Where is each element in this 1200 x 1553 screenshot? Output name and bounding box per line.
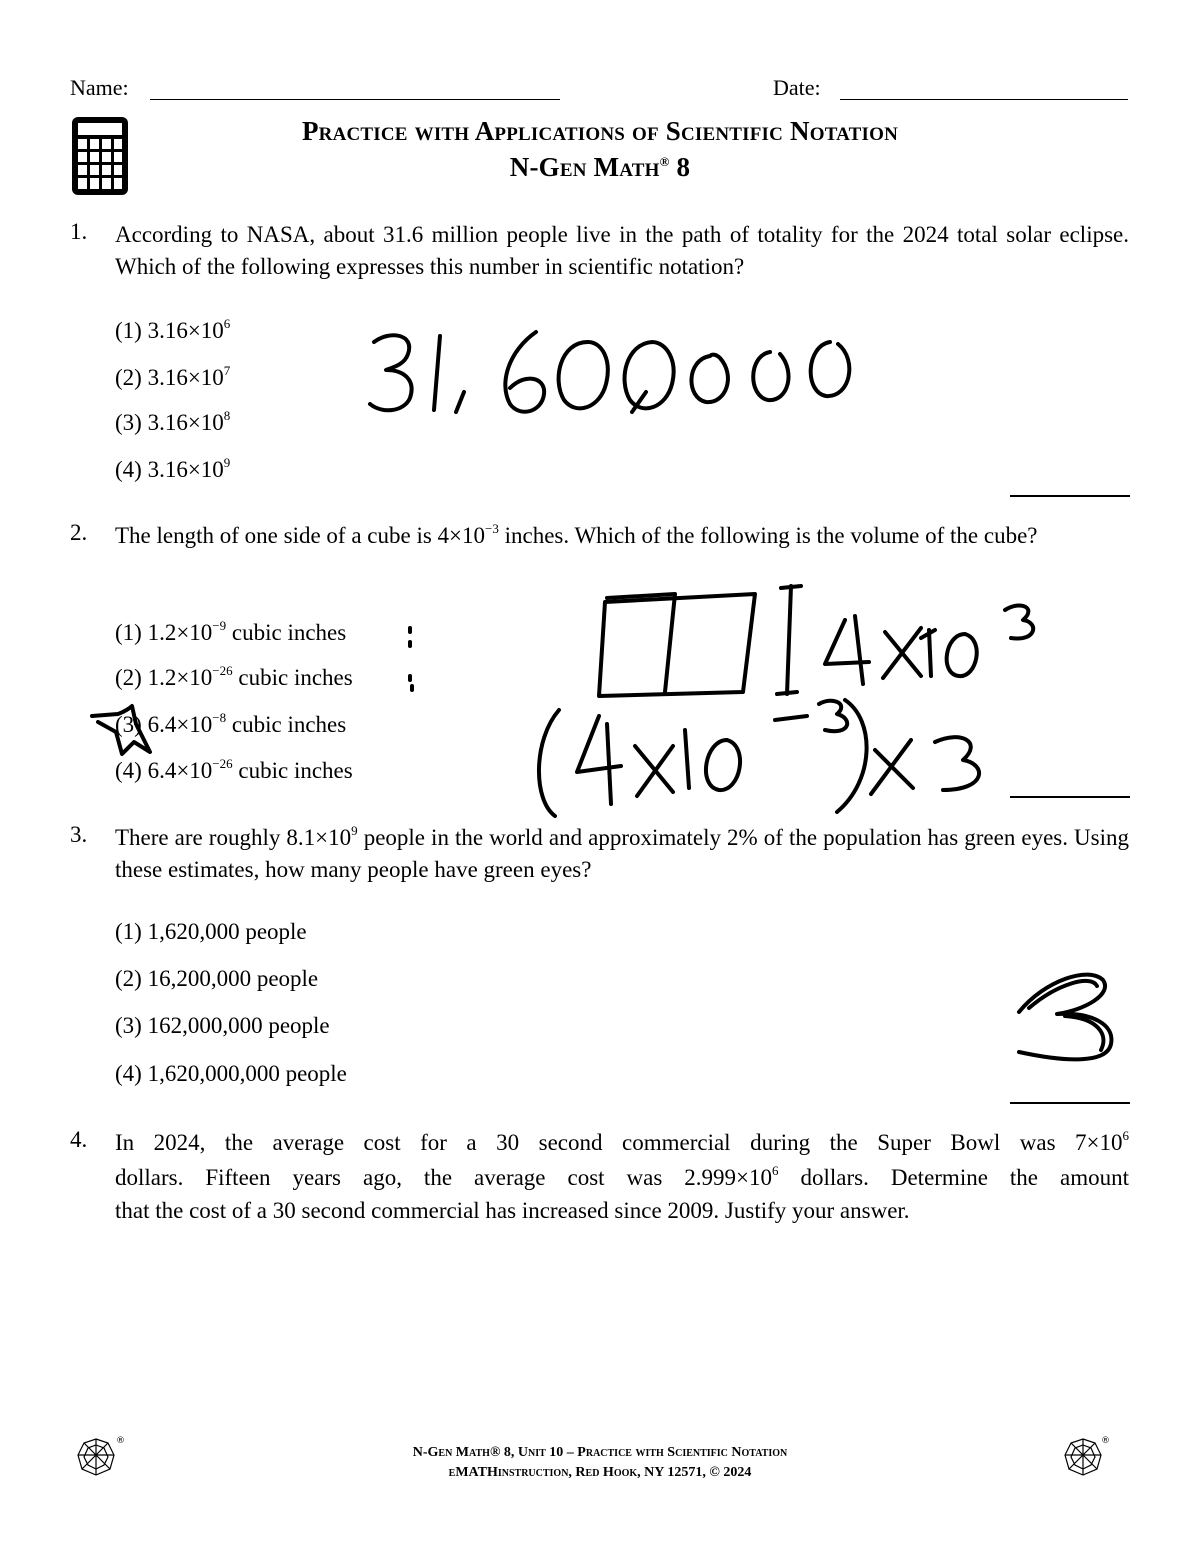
q1-choice-2[interactable]: (2) $3.16\times 10^7$ [115, 363, 231, 390]
q2-choice-1[interactable]: (1) $1.2\times 10^{-9}$ cubic inches [115, 618, 347, 645]
q2-choice-3[interactable]: (3) $6.4\times 10^{-8}$ cubic inches [115, 710, 347, 737]
q2-dot-marks [395, 620, 425, 700]
course-title [0, 152, 1200, 183]
q3-choice-4[interactable]: (4) 1,620,000,000 people [115, 1061, 347, 1086]
date-blank[interactable] [840, 99, 1128, 100]
worksheet-title: Practice with Applications of Scientific Notation [301, 116, 899, 146]
q3-choice-2[interactable]: (2) 16,200,000 people [115, 966, 319, 991]
q3-answer-line[interactable] [1010, 1102, 1130, 1104]
q2-text: The length of one side of a cube is $4\times 10^{-3}$ inches. Which of the following is the volume of the cube? [115, 521, 1038, 548]
q2-choice-4[interactable]: (4) $6.4\times 10^{-26}$ cubic inches [115, 756, 353, 783]
q1-text: According to NASA, about 31.6 million people live in the path of totality for the 2024 total solar eclipse. Which of the following expresses this number in scientific notation? [115, 222, 1129, 279]
q3-text: There are roughly $8.1\times 10^9$ people in the world and approximately 2% of the population has green eyes. Using these estimates, how many people have green eyes? [115, 823, 1129, 882]
q2-number: 2. [70, 520, 88, 545]
course-number: 8 [676, 152, 691, 182]
q1-number: 1. [70, 219, 88, 244]
q4-line-3: that the cost of a 30 second commercial has increased since 2009. Justify your answer. [115, 1198, 910, 1223]
q3-choice-3[interactable]: (3) 162,000,000 people [115, 1013, 330, 1038]
q1-handwritten-work [360, 320, 870, 430]
q3-handwritten-answer [1005, 960, 1125, 1070]
q1-answer-line[interactable] [1010, 495, 1130, 497]
q3-choice-1[interactable]: (1) 1,620,000 people [115, 919, 307, 944]
footer-line-2: eMATHinstruction, Red Hook, NY 12571, © 2024 [448, 1465, 752, 1480]
q2-handwritten-work [525, 580, 1055, 820]
course-reg: ® [659, 154, 670, 169]
q4-number: 4. [70, 1127, 88, 1152]
logo-right-reg: ® [1101, 1436, 1110, 1446]
course-name: N-Gen Math [509, 152, 660, 182]
q1-choice-3[interactable]: (3) $3.16\times 10^8$ [115, 408, 231, 435]
logo-left-reg: ® [116, 1436, 125, 1446]
q3-number: 3. [70, 822, 88, 847]
q4-line-1: In 2024, the average cost for a 30 second commercial during the Super Bowl was $7\times 10^6$ [115, 1128, 1129, 1155]
name-label: Name: [70, 75, 129, 100]
footer-line-1: N-Gen Math® 8, Unit 10 – Practice with Scientific Notation [412, 1445, 788, 1460]
date-label: Date: [773, 75, 821, 100]
q4-line-2: dollars. Fifteen years ago, the average cost was $2.999\times 10^6$ dollars. Determine the amount [115, 1163, 1129, 1190]
q1-choice-4[interactable]: (4) $3.16\times 10^9$ [115, 455, 231, 482]
q2-choice-2[interactable]: (2) $1.2\times 10^{-26}$ cubic inches [115, 663, 353, 690]
name-blank[interactable] [150, 99, 560, 100]
q2-selection-mark [88, 702, 158, 760]
q1-choice-1[interactable]: (1) $3.16\times 10^6$ [115, 316, 231, 343]
